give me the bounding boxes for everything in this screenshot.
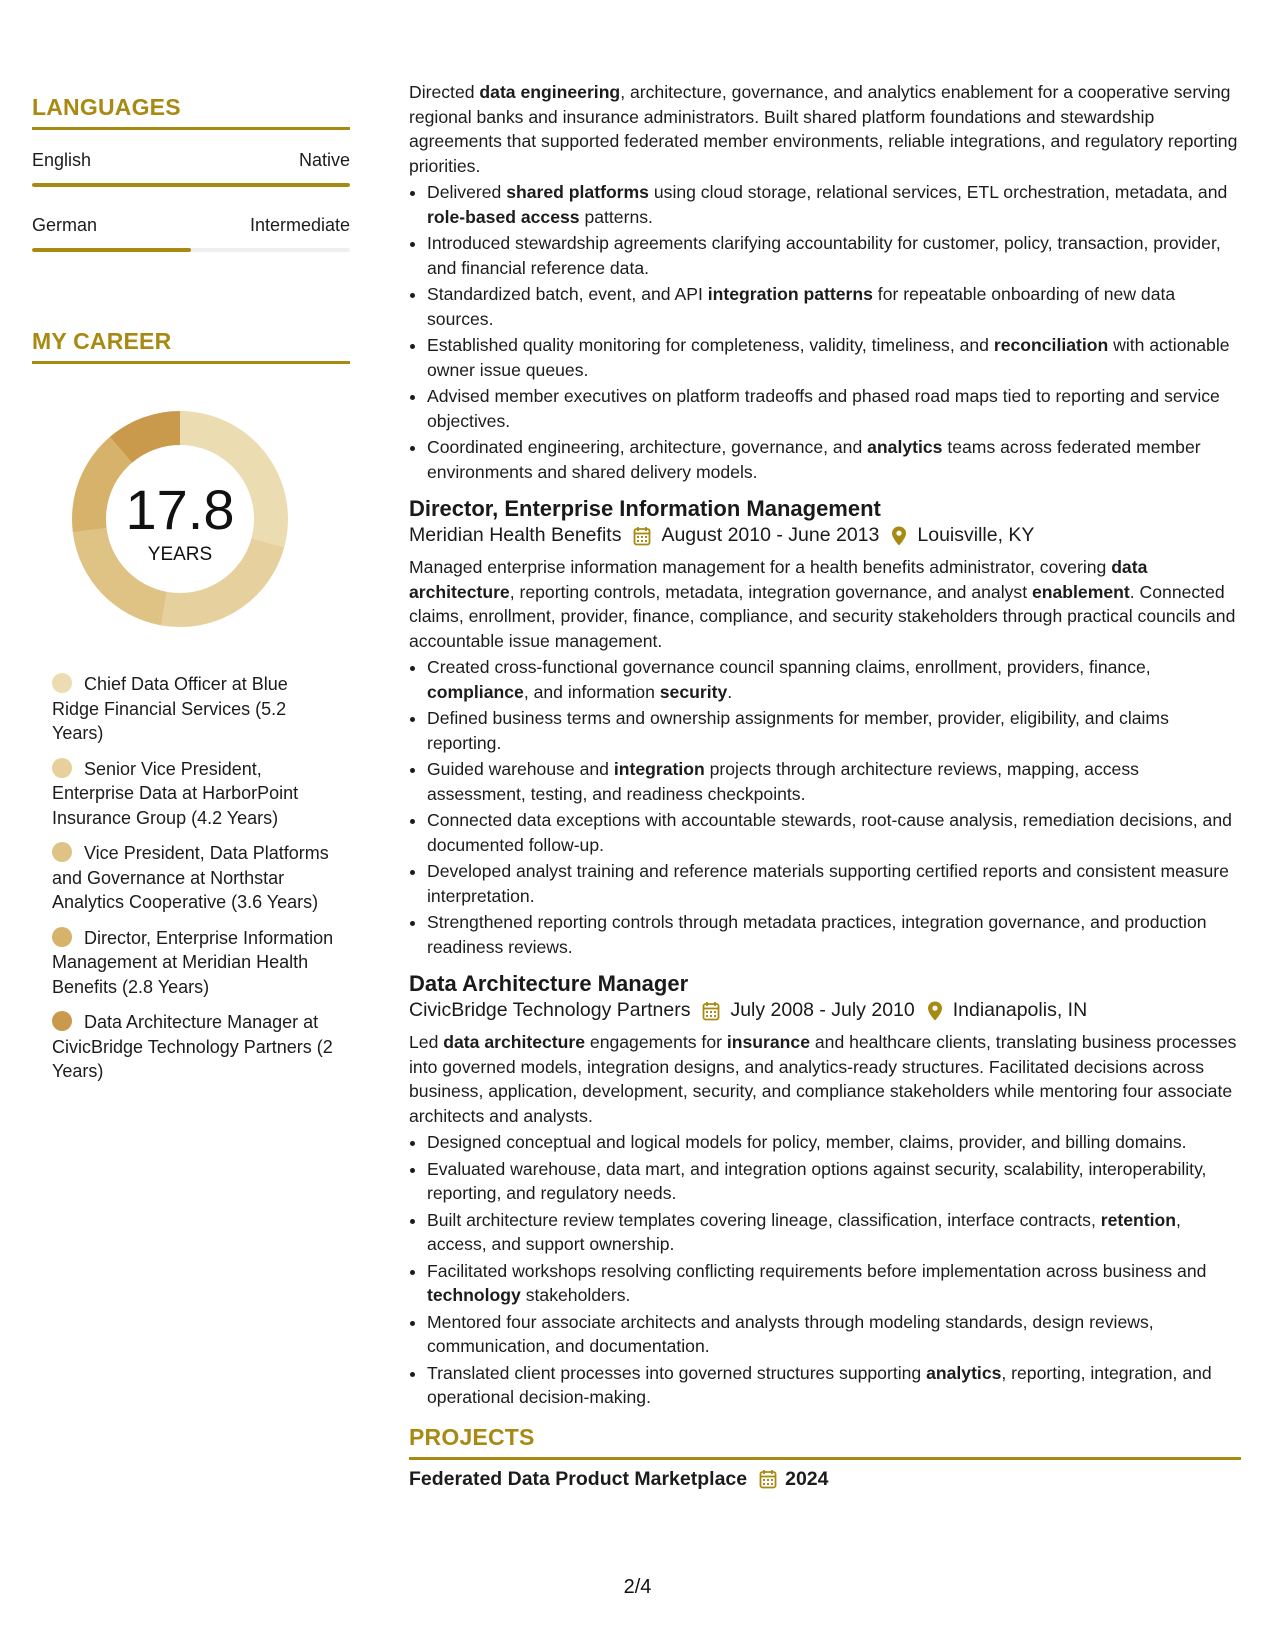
language-level-bar bbox=[32, 248, 350, 252]
legend-dot bbox=[52, 1011, 72, 1031]
career-legend-item bbox=[52, 1010, 337, 1084]
career-total-years: 17.8 bbox=[125, 478, 235, 541]
job-meta bbox=[409, 999, 1241, 1022]
job-entry bbox=[409, 971, 1241, 1410]
calendar-icon bbox=[702, 1001, 720, 1021]
job-meta bbox=[409, 524, 1241, 547]
bullet-item: • Standardized batch, event, and API integration patterns for repeatable onboarding of new data sources. bbox=[427, 282, 1241, 331]
job-dates: August 2010 - June 2013 bbox=[661, 524, 880, 546]
career-legend-item bbox=[52, 841, 337, 915]
bullet-item: • Designed conceptual and logical models for policy, member, claims, provider, and billing domains. bbox=[427, 1130, 1241, 1155]
project-year: 2024 bbox=[785, 1467, 829, 1490]
company-name: CivicBridge Technology Partners bbox=[409, 999, 691, 1021]
projects-heading: PROJECTS bbox=[409, 1424, 1241, 1460]
legend-dot bbox=[52, 927, 72, 947]
job-bullets bbox=[409, 180, 1241, 484]
language-item bbox=[32, 150, 350, 187]
project-entry bbox=[409, 1468, 1241, 1491]
bullet-item: • Mentored four associate architects and analysts through modeling standards, design reviews, communication, and documentation. bbox=[427, 1310, 1241, 1359]
bullet-item: • Established quality monitoring for completeness, validity, timeliness, and reconciliation with actionable owner issue queues. bbox=[427, 333, 1241, 382]
page-number: 2/4 bbox=[623, 1576, 652, 1598]
bullet-item: • Strengthened reporting controls through metadata practices, integration governance, and production readiness reviews. bbox=[427, 910, 1241, 959]
language-level: Intermediate bbox=[249, 215, 350, 235]
languages-heading: LANGUAGES bbox=[32, 94, 350, 130]
legend-label: Senior Vice President, Enterprise Data at HarborPoint Insurance Group (4.2 Years) bbox=[52, 758, 299, 828]
language-level-fill bbox=[32, 248, 191, 252]
career-donut-center bbox=[65, 404, 295, 634]
language-name: German bbox=[32, 215, 98, 235]
bullet-item: • Coordinated engineering, architecture, governance, and analytics teams across federated member environments and shared delivery models. bbox=[427, 435, 1241, 484]
bullet-item: • Delivered shared platforms using cloud storage, relational services, ETL orchestration, metadata, and role-based access patterns. bbox=[427, 180, 1241, 229]
main-content bbox=[409, 80, 1241, 1491]
career-donut-chart bbox=[65, 404, 295, 634]
job-title: Data Architecture Manager bbox=[409, 971, 689, 996]
job-bullets bbox=[409, 1130, 1241, 1410]
career-heading: MY CAREER bbox=[32, 328, 350, 364]
bullet-item: • Facilitated workshops resolving conflicting requirements before implementation across business and technology stakeholders. bbox=[427, 1259, 1241, 1308]
career-legend bbox=[52, 672, 337, 1084]
bullet-item: • Defined business terms and ownership assignments for member, provider, eligibility, and claims reporting. bbox=[427, 706, 1241, 755]
legend-label: Data Architecture Manager at CivicBridge Technology Partners (2 Years) bbox=[52, 1012, 333, 1081]
career-legend-item bbox=[52, 757, 337, 831]
job-entry bbox=[409, 496, 1241, 959]
bullet-item: • Connected data exceptions with accountable stewards, root-cause analysis, remediation decisions, and documented follow-up. bbox=[427, 808, 1241, 857]
legend-label: Vice President, Data Platforms and Governance at Northstar Analytics Cooperative (3.6 Years) bbox=[52, 843, 329, 912]
job-bullets bbox=[409, 655, 1241, 959]
language-name: English bbox=[32, 150, 92, 170]
bullet-item: • Introduced stewardship agreements clarifying accountability for customer, policy, transaction, provider, and financial reference data. bbox=[427, 231, 1241, 280]
career-legend-item bbox=[52, 926, 337, 1000]
bullet-item: • Advised member executives on platform tradeoffs and phased road maps tied to reporting and service objectives. bbox=[427, 384, 1241, 433]
map-pin-icon bbox=[891, 526, 907, 546]
job-summary: Managed enterprise information management for a health benefits administrator, covering data architecture, reporting controls, metadata, integration governance, and analyst enablement. Connected claims, enrollment, provider, finance, compliance, and security stakeholders through practical councils and accountable issue management. bbox=[409, 557, 1236, 651]
legend-label: Chief Data Officer at Blue Ridge Financial Services (5.2 Years) bbox=[52, 674, 288, 743]
map-pin-icon bbox=[927, 1001, 943, 1021]
job-summary: Directed data engineering, architecture, governance, and analytics enablement for a cooperative serving regional banks and insurance administrators. Built shared platform foundations and stewardship agreements that supported federated member environments, reliable integrations, and regulatory reporting priorities. bbox=[409, 82, 1238, 176]
legend-dot bbox=[52, 673, 72, 693]
bullet-item: • Developed analyst training and reference materials supporting certified reports and consistent measure interpretation. bbox=[427, 859, 1241, 908]
job-location: Indianapolis, IN bbox=[952, 999, 1088, 1021]
language-level-bar bbox=[32, 183, 350, 187]
career-total-unit: YEARS bbox=[147, 544, 213, 565]
bullet-item: • Built architecture review templates covering lineage, classification, interface contracts, retention, access, and support ownership. bbox=[427, 1208, 1241, 1257]
language-item bbox=[32, 215, 350, 252]
company-name: Meridian Health Benefits bbox=[409, 524, 622, 546]
job-entry-continued bbox=[409, 80, 1241, 484]
bullet-item: • Translated client processes into governed structures supporting analytics, reporting, integration, and operational decision-making. bbox=[427, 1361, 1241, 1410]
legend-dot bbox=[52, 842, 72, 862]
job-title: Director, Enterprise Information Management bbox=[409, 496, 881, 521]
job-dates: July 2008 - July 2010 bbox=[730, 999, 915, 1021]
sidebar bbox=[32, 94, 350, 1095]
job-summary: Led data architecture engagements for insurance and healthcare clients, translating business processes into governed models, integration designs, and analytics-ready structures. Facilitated decisions across business, application, development, security, and compliance stakeholders while mentoring four associate architects and analysts. bbox=[409, 1032, 1237, 1126]
bullet-item: • Evaluated warehouse, data mart, and integration options against security, scalability, interoperability, reporting, and regulatory needs. bbox=[427, 1157, 1241, 1206]
bullet-item: • Created cross-functional governance council spanning claims, enrollment, providers, finance, compliance, and information security. bbox=[427, 655, 1241, 704]
career-legend-item bbox=[52, 672, 337, 746]
job-location: Louisville, KY bbox=[917, 524, 1035, 546]
calendar-icon bbox=[633, 526, 651, 546]
language-level: Native bbox=[298, 150, 350, 170]
calendar-icon bbox=[759, 1469, 777, 1489]
legend-dot bbox=[52, 758, 72, 778]
legend-label: Director, Enterprise Information Management at Meridian Health Benefits (2.8 Years) bbox=[52, 927, 334, 997]
bullet-item: • Guided warehouse and integration projects through architecture reviews, mapping, access assessment, testing, and readiness checkpoints. bbox=[427, 757, 1241, 806]
language-level-fill bbox=[32, 183, 350, 187]
project-name: Federated Data Product Marketplace bbox=[409, 1467, 748, 1490]
